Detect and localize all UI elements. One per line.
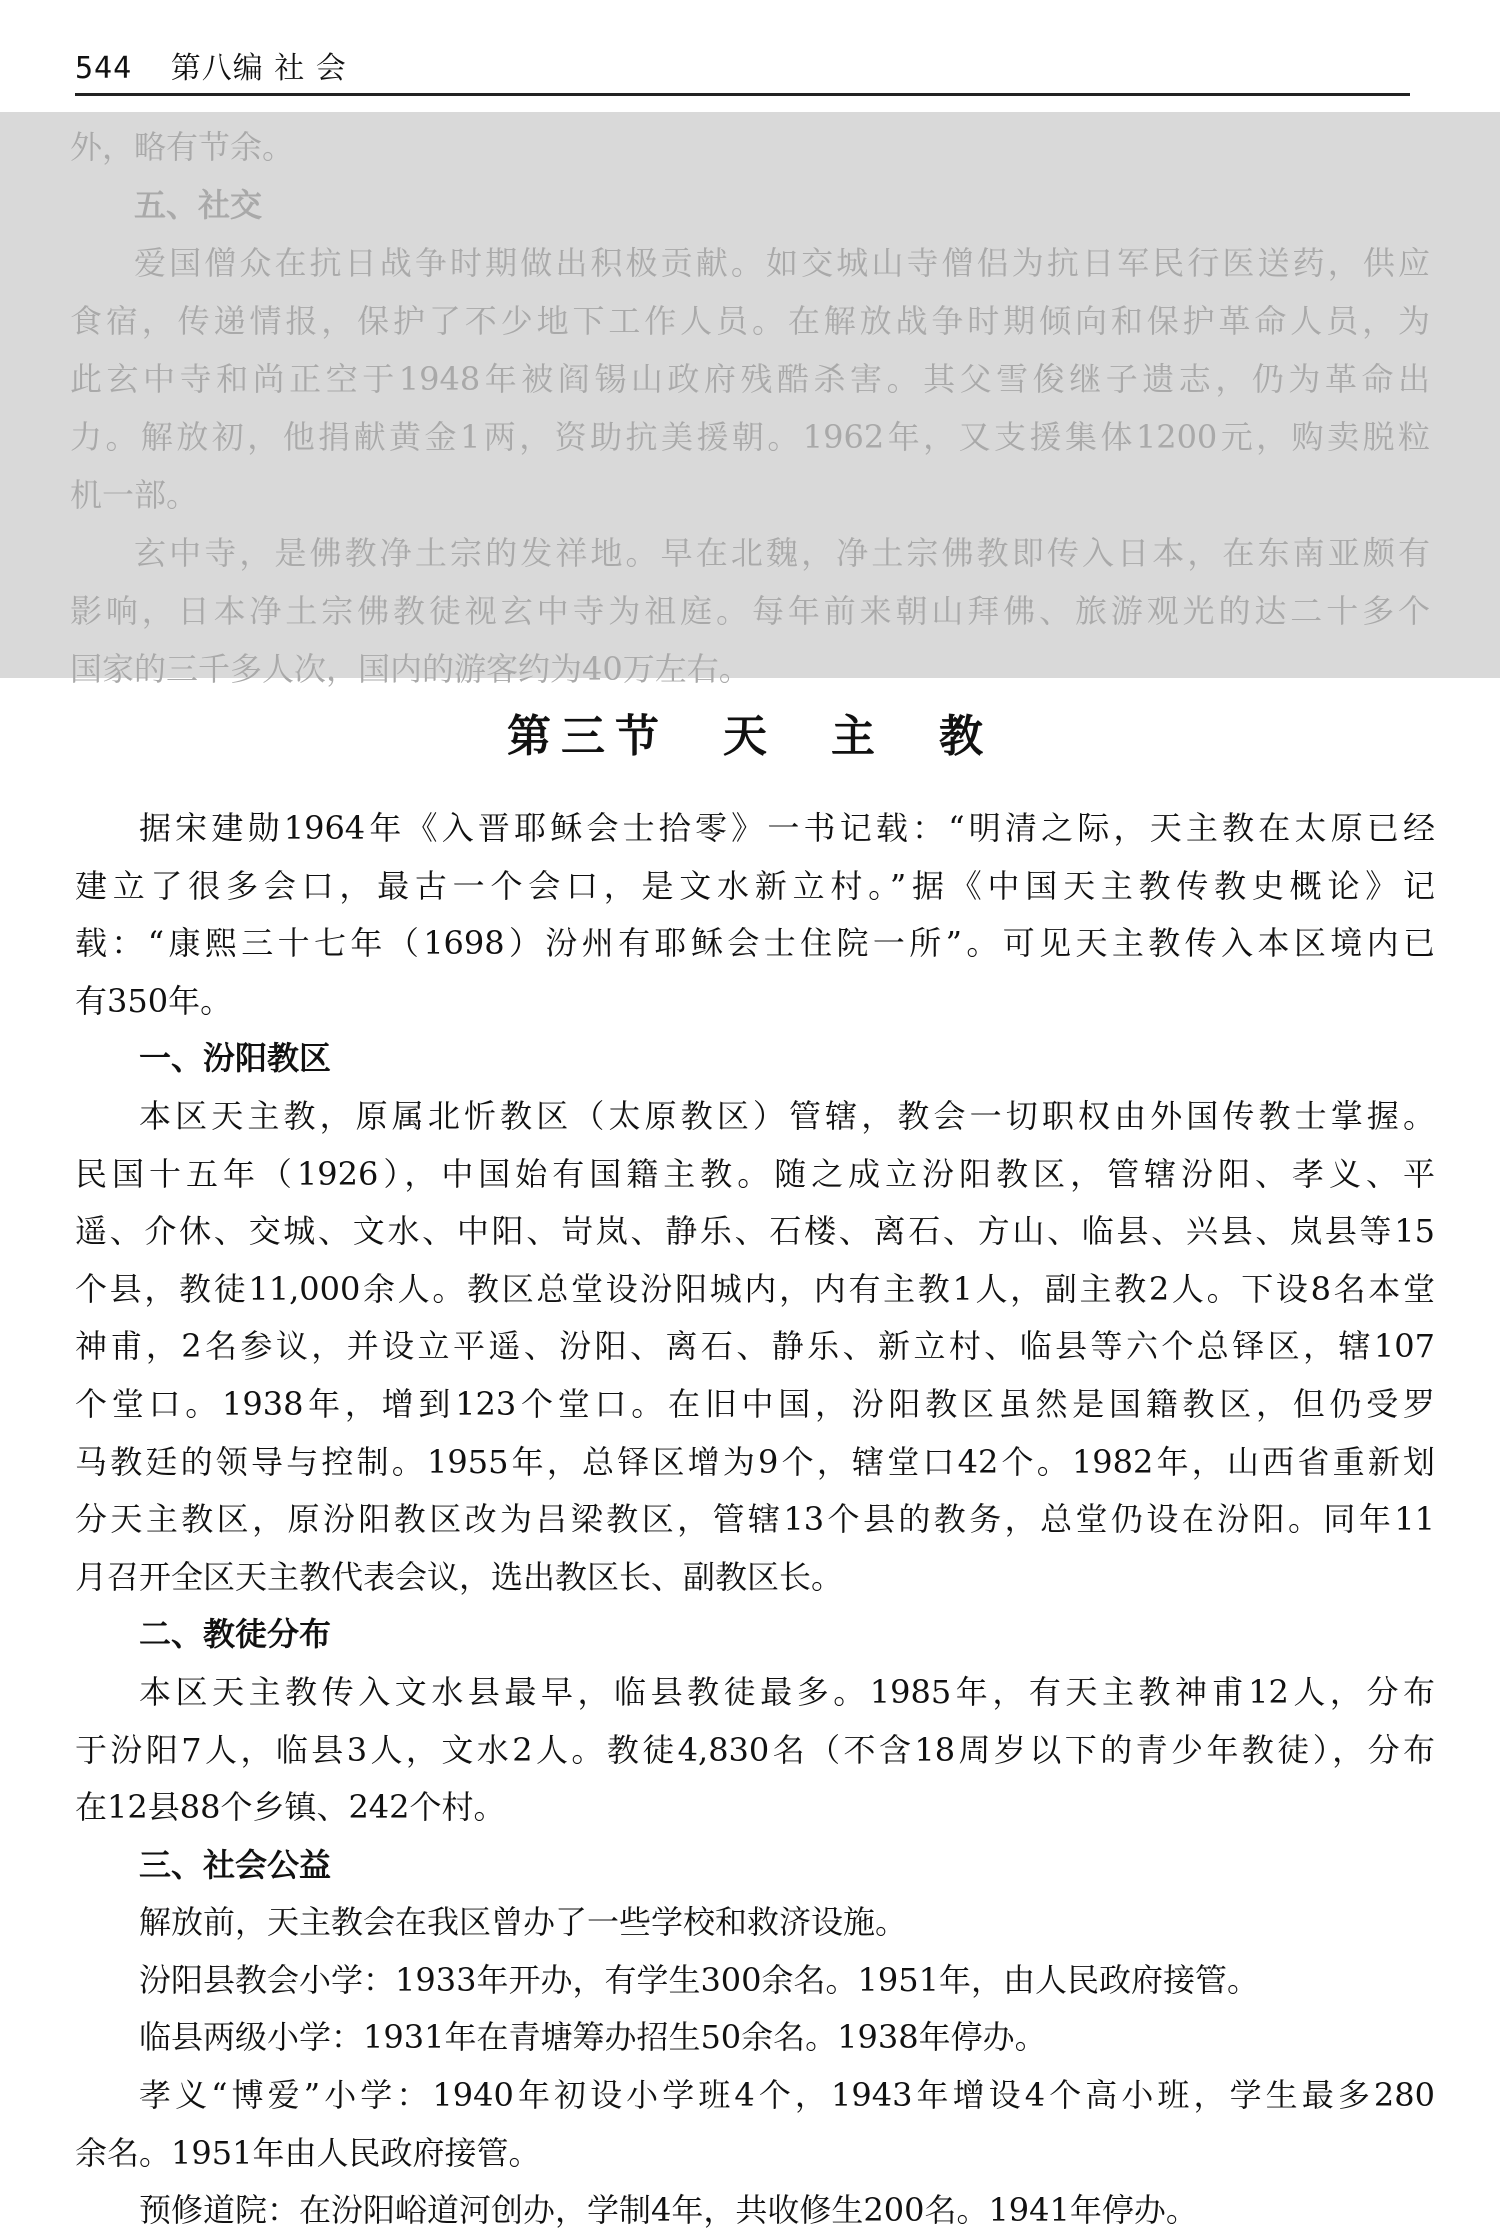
text-line: 力。解放初，他捐献黄金1两，资助抗美援朝。1962年，又支援集体1200元，购卖脱粒 bbox=[70, 418, 1430, 456]
text-line: 爱国僧众在抗日战争时期做出积极贡献。如交城山寺僧侣为抗日军民行医送药，供应 bbox=[134, 244, 1430, 282]
previous-section-block bbox=[0, 112, 1500, 688]
running-header bbox=[75, 45, 1410, 96]
section-body bbox=[75, 800, 1435, 2240]
text-line: 马教廷的领导与控制。1955年，总铎区增为9个，辖堂口42个。1982年，山西省重新划 bbox=[75, 1442, 1435, 1481]
text-line: 机一部。 bbox=[70, 476, 199, 514]
text-line: 遥、介休、交城、文水、中阳、岢岚、静乐、石楼、离石、方山、临县、兴县、岚县等15 bbox=[75, 1212, 1435, 1251]
text-line: 外，略有节余。 bbox=[70, 128, 295, 166]
text-line: 国家的三千多人次，国内的游客约为40万左右。 bbox=[70, 650, 751, 688]
text-line: 有350年。 bbox=[75, 981, 233, 1020]
page-number: 544 bbox=[75, 51, 133, 86]
text-line: 临县两级小学：1931年在青塘筹办招生50余名。1938年停办。 bbox=[139, 2018, 1047, 2057]
subheading: 五、社交 bbox=[134, 186, 263, 224]
subheading: 一、汾阳教区 bbox=[139, 1039, 332, 1078]
running-title: 第八编 社 会 bbox=[170, 51, 347, 86]
text-line: 据宋建勋1964年《入晋耶稣会士拾零》一书记载：“明清之际，天主教在太原已经 bbox=[139, 809, 1435, 847]
text-line: 预修道院：在汾阳峪道河创办，学制4年，共收修生200名。1941年停办。 bbox=[139, 2191, 1198, 2230]
text-line: 孝义“博爱”小学：1940年初设小学班4个，1943年增设4个高小班，学生最多280 bbox=[139, 2076, 1435, 2115]
text-line: 在12县88个乡镇、242个村。 bbox=[75, 1788, 506, 1827]
subheading: 三、社会公益 bbox=[139, 1845, 332, 1884]
text-line: 于汾阳7人，临县3人，文水2人。教徒4,830名（不含18周岁以下的青少年教徒），分布 bbox=[75, 1730, 1435, 1769]
text-line: 载：“康熙三十七年（1698）汾州有耶稣会士住院一所”。可见天主教传入本区境内已 bbox=[75, 924, 1435, 963]
text-line: 民国十五年（1926），中国始有国籍主教。随之成立汾阳教区，管辖汾阳、孝义、平 bbox=[75, 1154, 1435, 1193]
text-line: 汾阳县教会小学：1933年开办，有学生300余名。1951年，由人民政府接管。 bbox=[139, 1960, 1259, 1999]
text-line: 月召开全区天主教代表会议，选出教区长、副教区长。 bbox=[75, 1557, 844, 1596]
text-line: 神甫，2名参议，并设立平遥、汾阳、离石、静乐、新立村、临县等六个总铎区，辖107 bbox=[75, 1327, 1435, 1366]
text-line: 本区天主教传入文水县最早，临县教徒最多。1985年，有天主教神甫12人，分布 bbox=[139, 1672, 1435, 1711]
subheading: 二、教徒分布 bbox=[139, 1615, 332, 1654]
text-line: 个堂口。1938年，增到123个堂口。在旧中国，汾阳教区虽然是国籍教区，但仍受罗 bbox=[75, 1384, 1435, 1423]
text-line: 食宿，传递情报，保护了不少地下工作人员。在解放战争时期倾向和保护革命人员，为 bbox=[70, 302, 1430, 340]
text-line: 余名。1951年由人民政府接管。 bbox=[75, 2133, 541, 2172]
text-line: 此玄中寺和尚正空于1948年被阎锡山政府残酷杀害。其父雪俊继子遗志，仍为革命出 bbox=[70, 360, 1430, 398]
text-line: 解放前，天主教会在我区曾办了一些学校和救济设施。 bbox=[139, 1903, 908, 1942]
text-line: 玄中寺，是佛教净土宗的发祥地。早在北魏，净土宗佛教即传入日本，在东南亚颇有 bbox=[134, 534, 1430, 572]
text-line: 本区天主教，原属北忻教区（太原教区）管辖，教会一切职权由外国传教士掌握。 bbox=[139, 1096, 1435, 1135]
text-line: 个县，教徒11,000余人。教区总堂设汾阳城内，内有主教1人，副主教2人。下设8名本堂 bbox=[75, 1269, 1435, 1308]
text-line: 建立了很多会口，最古一个会口，是文水新立村。”据《中国天主教传教史概论》记 bbox=[75, 866, 1435, 905]
text-line: 影响，日本净土宗佛教徒视玄中寺为祖庭。每年前来朝山拜佛、旅游观光的达二十多个 bbox=[70, 592, 1430, 630]
section-title: 第三节 天 主 教 bbox=[507, 711, 993, 762]
text-line: 分天主教区，原汾阳教区改为吕梁教区，管辖13个县的教务，总堂仍设在汾阳。同年11 bbox=[75, 1500, 1435, 1539]
